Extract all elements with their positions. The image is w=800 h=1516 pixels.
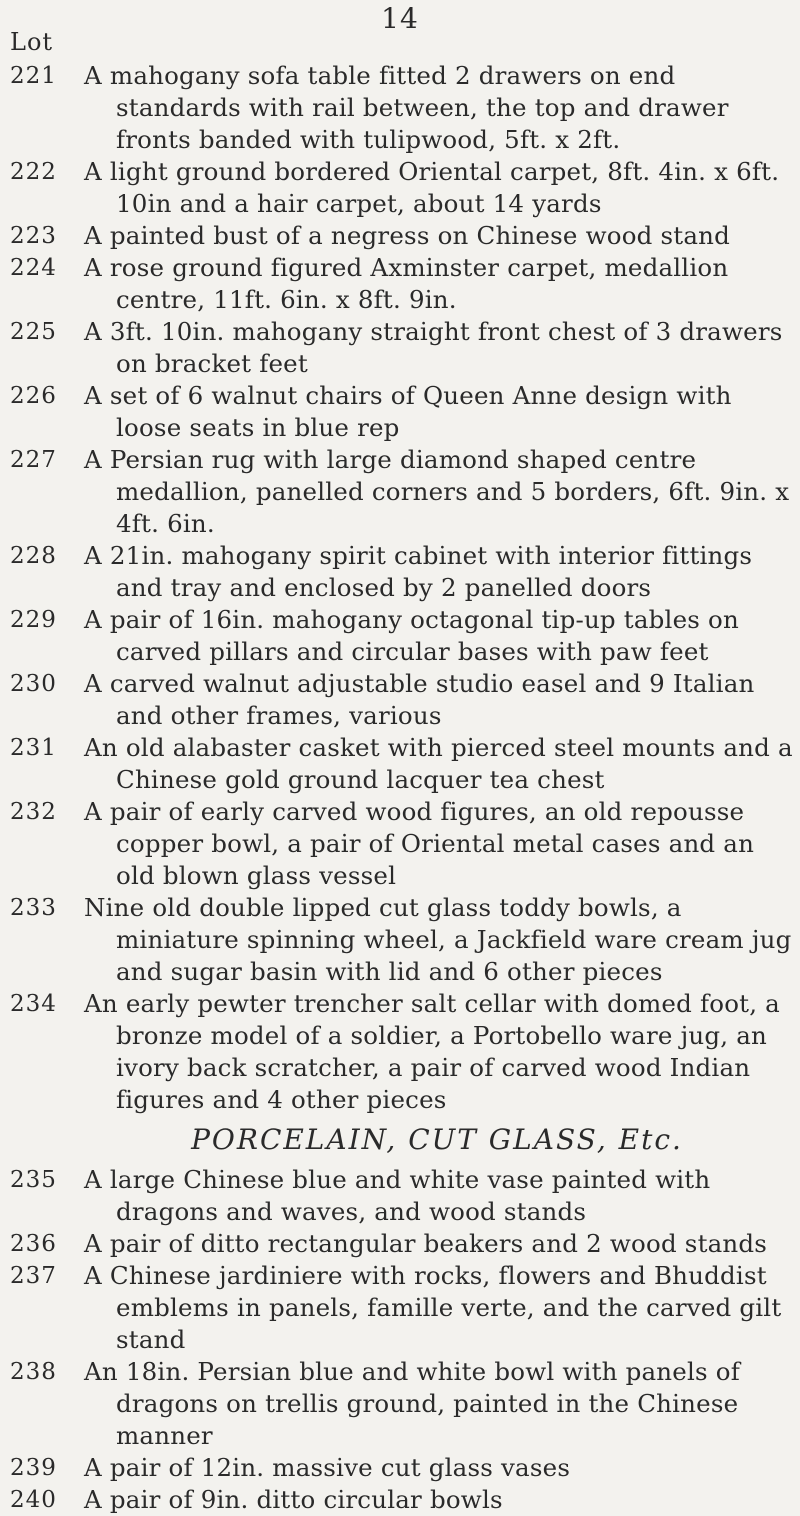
lot-column-header: Lot (10, 28, 54, 56)
lot-number: 231 (10, 735, 57, 761)
lot-number: 222 (10, 159, 57, 185)
lot-entry (0, 1452, 800, 1484)
lot-entry (0, 796, 800, 892)
lot-number: 225 (10, 319, 57, 345)
lot-description: A rose ground figured Axminster carpet, medallion centre, 11ft. 6in. x 8ft. 9in. (84, 253, 729, 314)
lot-number: 228 (10, 543, 57, 569)
lot-number: 224 (10, 255, 57, 281)
lot-description: A Persian rug with large diamond shaped centre medallion, panelled corners and 5 borders, 6ft. 9in. x 4ft. 6in. (84, 445, 790, 538)
lot-entry (0, 892, 800, 988)
lot-description: A set of 6 walnut chairs of Queen Anne design with loose seats in blue rep (84, 381, 732, 442)
lot-number: 233 (10, 895, 57, 921)
lot-description: A large Chinese blue and white vase painted with dragons and waves, and wood stands (84, 1165, 711, 1226)
lot-description: A pair of 9in. ditto circular bowls (84, 1485, 503, 1514)
lot-description: A painted bust of a negress on Chinese wood stand (84, 221, 731, 250)
lot-description: An early pewter trencher salt cellar with domed foot, a bronze model of a soldier, a Portobello ware jug, an ivory back scratcher, a pair of carved wood Indian figures and 4 other pieces (84, 989, 780, 1114)
lot-number: 238 (10, 1359, 57, 1385)
lot-number: 237 (10, 1263, 57, 1289)
lot-entry (0, 540, 800, 604)
lot-entry (0, 380, 800, 444)
lot-group-furniture (0, 60, 800, 1116)
lot-number: 240 (10, 1487, 57, 1513)
lot-number: 239 (10, 1455, 57, 1481)
lot-entry (0, 316, 800, 380)
lot-description: A carved walnut adjustable studio easel and 9 Italian and other frames, various (84, 669, 755, 730)
lot-number: 221 (10, 63, 57, 89)
lot-entry (0, 444, 800, 540)
lot-entry (0, 1484, 800, 1516)
lot-entry (0, 156, 800, 220)
lot-description: A Chinese jardiniere with rocks, flowers and Bhuddist emblems in panels, famille verte, and the carved gilt stand (84, 1261, 782, 1354)
lot-entry (0, 252, 800, 316)
lot-description: A 3ft. 10in. mahogany straight front chest of 3 drawers on bracket feet (84, 317, 783, 378)
lot-number: 223 (10, 223, 57, 249)
lot-number: 229 (10, 607, 57, 633)
lot-number: 234 (10, 991, 57, 1017)
lot-entry (0, 1164, 800, 1228)
section-heading: PORCELAIN, CUT GLASS, Etc. (191, 1123, 683, 1156)
lot-entry (0, 604, 800, 668)
lot-description: A pair of early carved wood figures, an old repousse copper bowl, a pair of Oriental metal cases and an old blown glass vessel (84, 797, 755, 890)
lot-entry (0, 732, 800, 796)
lot-entry (0, 988, 800, 1116)
lot-description: A pair of ditto rectangular beakers and 2 wood stands (84, 1229, 768, 1258)
lot-number: 230 (10, 671, 57, 697)
lot-entry (0, 1260, 800, 1356)
lot-entry (0, 1356, 800, 1452)
lot-number: 232 (10, 799, 57, 825)
lot-number: 227 (10, 447, 57, 473)
lot-group-porcelain (0, 1164, 800, 1516)
lot-number: 236 (10, 1231, 57, 1257)
lot-entry (0, 668, 800, 732)
lot-description: A pair of 12in. massive cut glass vases (84, 1453, 571, 1482)
lot-description: Nine old double lipped cut glass toddy bowls, a miniature spinning wheel, a Jackfield ware cream jug and sugar basin with lid and 6 other pieces (84, 893, 792, 986)
lot-entry (0, 1228, 800, 1260)
page-number: 14 (381, 2, 419, 35)
lot-entry (0, 220, 800, 252)
lot-description: A mahogany sofa table fitted 2 drawers on end standards with rail between, the top and drawer fronts banded with tulipwood, 5ft. x 2ft. (84, 61, 729, 154)
lot-entry (0, 60, 800, 156)
lot-description: A 21in. mahogany spirit cabinet with interior fittings and tray and enclosed by 2 panelled doors (84, 541, 753, 602)
lot-description: A light ground bordered Oriental carpet, 8ft. 4in. x 6ft. 10in and a hair carpet, about 14 yards (84, 157, 780, 218)
lot-list (0, 60, 800, 1516)
lot-description: A pair of 16in. mahogany octagonal tip-up tables on carved pillars and circular bases with paw feet (84, 605, 739, 666)
lot-number: 226 (10, 383, 57, 409)
lot-description: An old alabaster casket with pierced steel mounts and a Chinese gold ground lacquer tea chest (84, 733, 793, 794)
lot-description: An 18in. Persian blue and white bowl with panels of dragons on trellis ground, painted in the Chinese manner (84, 1357, 740, 1450)
lot-number: 235 (10, 1167, 57, 1193)
